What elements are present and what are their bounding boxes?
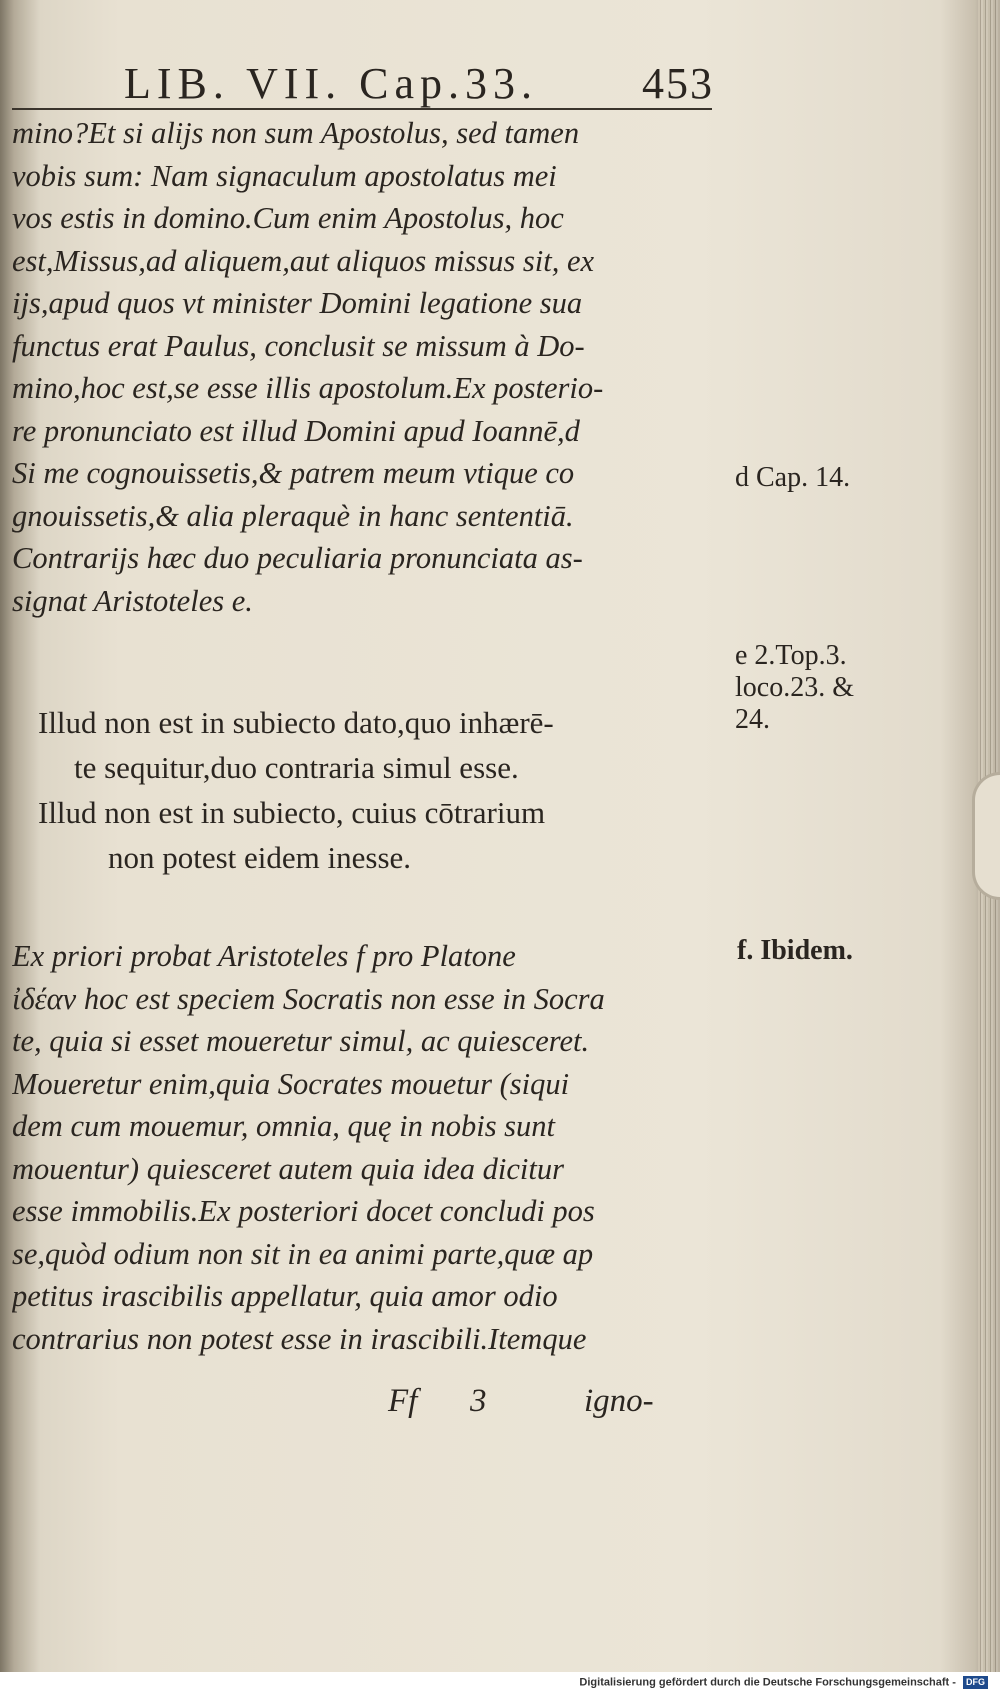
running-head: LIB. VII. Cap.33.	[124, 59, 539, 108]
text-line: esse immobilis.Ex posteriori docet concludi pos	[12, 1194, 595, 1228]
text-line: signat Aristoteles e.	[12, 583, 253, 618]
page-number: 453	[642, 59, 714, 108]
text-line: Moueretur enim,quia Socrates mouetur (siqui	[12, 1066, 570, 1101]
text-line: Ex priori probat Aristoteles f pro Platone	[12, 939, 516, 973]
text-line: vobis sum: Nam signaculum apostolatus mei	[12, 158, 557, 193]
text-line: petitus irascibilis appellatur, quia amor odio	[12, 1279, 558, 1313]
text-line: se,quòd odium non sit in ea animi parte,quæ ap	[12, 1236, 594, 1271]
body-text-block-1	[12, 112, 727, 622]
signature-number: 3	[470, 1383, 487, 1419]
text-line: contrarius non potest esse in irascibili.Itemque	[12, 1321, 587, 1356]
margin-note-e	[735, 640, 854, 736]
margin-note-d: d Cap. 14.	[735, 462, 851, 493]
text-line: te, quia si esset moueretur simul, ac quiesceret.	[12, 1024, 590, 1058]
margin-note-line: e 2.Top.3.	[735, 640, 847, 671]
digitization-credit	[579, 1676, 988, 1689]
text-line: gnouissetis,& alia pleraquè in hanc sententiā.	[12, 498, 574, 533]
text-line: vos estis in domino.Cum enim Apostolus, hoc	[12, 201, 564, 235]
catchword: igno-	[584, 1383, 654, 1419]
text-line: functus erat Paulus, conclusit se missum à Do-	[12, 328, 585, 363]
text-line: Si me cognouissetis,& patrem meum vtique co	[12, 456, 575, 490]
text-line: mouentur) quiesceret autem quia idea dicitur	[12, 1151, 564, 1186]
theses-block	[38, 700, 738, 880]
thesis-line: te sequitur,duo contraria simul esse.	[74, 750, 519, 785]
margin-note-line: 24.	[735, 704, 770, 735]
text-line: ἰδέαν hoc est speciem Socratis non esse in Socra	[12, 981, 605, 1016]
margin-note-line: loco.23. &	[735, 672, 854, 703]
text-line: ijs,apud quos vt minister Domini legatione sua	[12, 286, 583, 320]
credit-text: Digitalisierung gefördert durch die Deutsche Forschungsgemeinschaft -	[579, 1676, 956, 1689]
thesis-line: Illud non est in subiecto, cuius cōtrarium	[38, 795, 546, 830]
text-line: Contrarijs hæc duo peculiaria pronunciata as-	[12, 541, 583, 575]
clip-shape	[972, 772, 1000, 900]
text-line: mino,hoc est,se esse illis apostolum.Ex posterio-	[12, 371, 604, 405]
text-line: mino?Et si alijs non sum Apostolus, sed tamen	[12, 116, 580, 150]
header-rule	[12, 108, 712, 110]
text-line: est,Missus,ad aliquem,aut aliquos missus sit, ex	[12, 243, 595, 278]
margin-note-f: f. Ibidem.	[737, 935, 853, 966]
thesis-line: Illud non est in subiecto dato,quo inhærē-	[38, 705, 554, 740]
text-line: dem cum mouemur, omnia, quę in nobis sunt	[12, 1109, 556, 1143]
thesis-line: non potest eidem inesse.	[108, 840, 412, 875]
signature-mark: Ff	[388, 1383, 418, 1419]
dfg-logo: DFG	[963, 1676, 988, 1689]
text-line: re pronunciato est illud Domini apud Ioannē,d	[12, 413, 580, 448]
page-header	[124, 58, 714, 110]
body-text-block-2	[12, 935, 727, 1360]
